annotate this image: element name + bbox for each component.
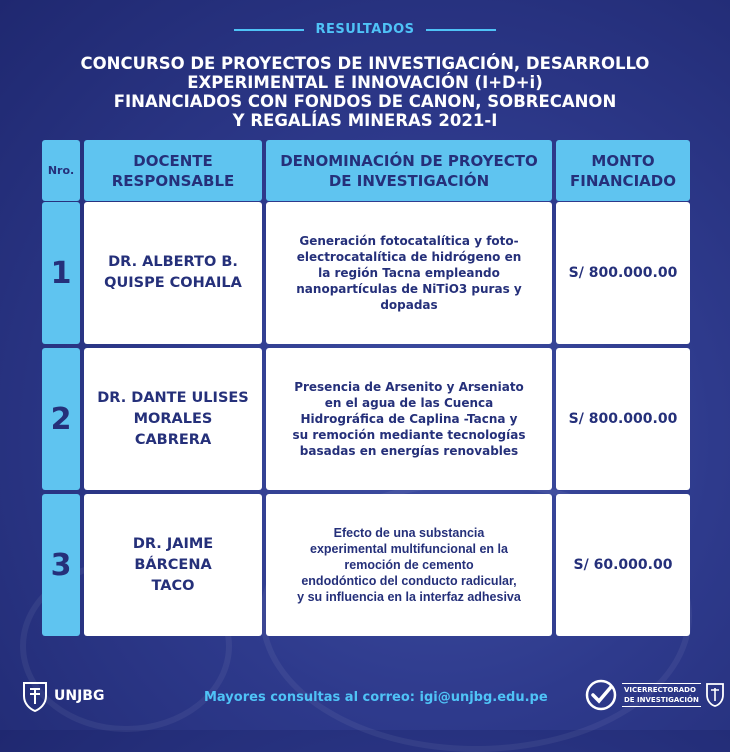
title-line: CONCURSO DE PROYECTOS DE INVESTIGACIÓN, DESARROLLO — [80, 54, 650, 73]
results-tag — [0, 22, 730, 37]
title-line: Y REGALÍAS MINERAS 2021-I — [232, 111, 498, 130]
table-row — [42, 494, 690, 636]
shield-icon — [705, 682, 725, 708]
proyecto-line: Hidrográfica de Caplina -Tacna y — [300, 412, 518, 426]
monto-cell: S/ 800.000.00 — [556, 348, 690, 490]
proyecto-line: Efecto de una substancia — [333, 526, 485, 540]
page-title — [40, 54, 690, 130]
proyecto-line: nanopartículas de NiTiO3 puras y — [296, 282, 522, 296]
docente-name-line: DR. DANTE ULISES — [97, 389, 249, 406]
proyecto-cell — [266, 348, 552, 490]
docente-name-line: DR. ALBERTO B. — [108, 254, 238, 270]
vicerrectorado-text: VICERRECTORADO DE INVESTIGACIÓN — [622, 683, 701, 707]
header-nro: Nro. — [42, 140, 80, 201]
contact-email[interactable]: Mayores consultas al correo: igi@unjbg.edu.pe — [204, 690, 548, 705]
title-line: EXPERIMENTAL E INNOVACIÓN (I+D+i) — [187, 73, 543, 92]
unjbg-label: UNJBG — [54, 688, 105, 704]
proyecto-line: la región Tacna empleando — [318, 266, 500, 280]
proyecto-cell — [266, 202, 552, 344]
header-proyecto-line: DE INVESTIGACIÓN — [328, 171, 490, 190]
docente-cell — [84, 494, 262, 636]
proyecto-line: y su influencia en la interfaz adhesiva — [297, 590, 521, 604]
proyecto-line: basadas en energías renovables — [299, 444, 519, 458]
docente-name-line: TACO — [151, 577, 195, 594]
row-number: 3 — [42, 494, 80, 636]
checkmark-icon — [584, 678, 618, 712]
table-row — [42, 348, 690, 490]
header-proyecto-line: DENOMINACIÓN DE PROYECTO — [280, 151, 538, 170]
header-docente-line: RESPONSABLE — [111, 171, 235, 190]
monto-cell: S/ 800.000.00 — [556, 202, 690, 344]
proyecto-line: en el agua de las Cuenca — [324, 396, 494, 410]
header-docente-line: DOCENTE — [133, 151, 213, 170]
header-proyecto — [266, 140, 552, 201]
monto-cell: S/ 60.000.00 — [556, 494, 690, 636]
docente-name-line: DR. JAIME BÁRCENA — [132, 535, 214, 573]
vicerrectorado-logo — [584, 678, 725, 712]
unjbg-logo — [22, 680, 104, 712]
header-monto — [556, 140, 690, 201]
docente-name-line: MORALES CABRERA — [133, 410, 213, 448]
shield-icon — [22, 680, 48, 712]
table-row — [42, 202, 690, 344]
proyecto-line: Presencia de Arsenito y Arseniato — [294, 380, 524, 394]
row-number: 2 — [42, 348, 80, 490]
title-line: FINANCIADOS CON FONDOS DE CANON, SOBRECANON — [113, 92, 617, 111]
docente-cell — [84, 348, 262, 490]
docente-cell — [84, 202, 262, 344]
proyecto-line: experimental multifuncional en la — [310, 542, 508, 556]
proyecto-line: su remoción mediante tecnologías — [292, 428, 526, 442]
proyecto-line: remoción de cemento — [344, 558, 474, 572]
row-number: 1 — [42, 202, 80, 344]
results-label: RESULTADOS — [315, 22, 415, 37]
proyecto-cell — [266, 494, 552, 636]
header-monto-line: MONTO — [591, 151, 655, 170]
proyecto-line: Generación fotocatalítica y foto- — [299, 234, 519, 248]
header-docente — [84, 140, 262, 201]
divider-line — [426, 29, 496, 31]
proyecto-line: endodóntico del conducto radicular, — [301, 574, 517, 588]
docente-name-line: QUISPE COHAILA — [104, 275, 242, 291]
proyecto-line: electrocatalítica de hidrógeno en — [296, 250, 522, 264]
proyecto-line: dopadas — [380, 298, 438, 312]
header-monto-line: FINANCIADO — [570, 171, 676, 190]
divider-line — [234, 29, 304, 31]
